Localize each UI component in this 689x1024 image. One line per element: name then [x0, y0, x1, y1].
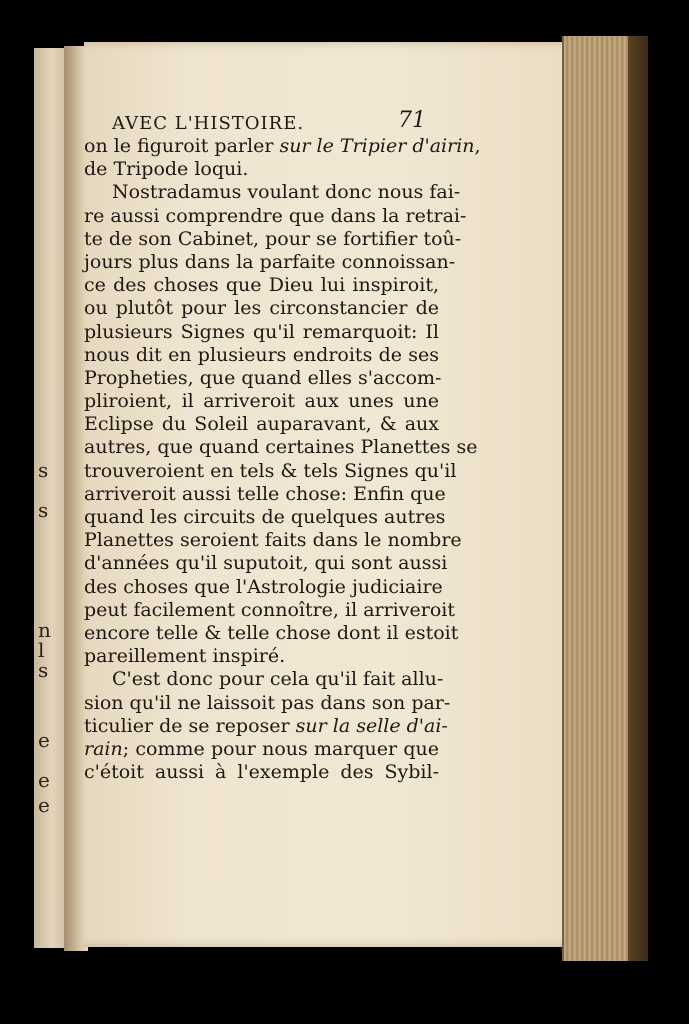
text-line [84, 761, 439, 784]
left-page-strip [34, 48, 65, 948]
body-text [84, 135, 481, 784]
facing-page-letter: e [38, 768, 50, 792]
text-line-tail: ; comme pour nous marquer que [122, 737, 439, 760]
page-edges [562, 36, 648, 961]
facing-page-letter: s [38, 458, 49, 482]
text-line-roman: Eclipse du Soleil auparavant, & aux [84, 413, 439, 436]
text-line-roman: arriveroit aussi telle chose: Enfin que [84, 482, 446, 505]
text-line [84, 181, 461, 204]
text-line [84, 459, 457, 483]
text-line [84, 738, 439, 761]
text-line [84, 274, 439, 297]
text-line [84, 482, 446, 506]
text-line [84, 204, 467, 228]
facing-page-letter: e [38, 728, 50, 752]
text-line [84, 552, 448, 575]
text-line-roman: nous dit en plusieurs endroits de ses [84, 343, 439, 366]
text-line-roman: encore telle & telle chose dont il estoit [84, 621, 459, 644]
text-line-roman: plusieurs Signes qu'il remarquoit: Il [84, 320, 439, 343]
text-line [84, 366, 442, 390]
text-line [84, 714, 448, 738]
facing-page-letter: s [38, 658, 49, 682]
text-line [84, 321, 439, 344]
text-line-roman: ou plutôt pour les circonstancier de [84, 297, 439, 320]
text-line [84, 575, 443, 599]
text-line [84, 529, 462, 552]
text-line [84, 344, 439, 367]
text-line-roman: Propheties, que quand elles s'accom- [84, 366, 442, 389]
page-number: 71 [398, 108, 426, 133]
text-line-roman: Planettes seroient faits dans le nombre [84, 529, 462, 552]
text-line-roman: ce des choses que Dieu lui inspiroit, [84, 274, 439, 297]
text-line [84, 621, 459, 645]
text-line [84, 135, 481, 158]
facing-page-letter: n [38, 618, 51, 642]
text-line-roman: ticulier de se reposer [84, 714, 296, 737]
running-head: AVEC L'HISTOIRE. [112, 113, 305, 134]
text-line [84, 158, 439, 181]
text-line [84, 227, 462, 251]
text-line-roman: peut facilement connoître, il arriveroit [84, 598, 455, 621]
text-line-roman: sion qu'il ne laissoit pas dans son par- [84, 691, 451, 714]
text-line [84, 297, 439, 320]
text-line [84, 598, 455, 622]
text-line-roman: des choses que l'Astrologie judiciaire [84, 575, 443, 598]
text-line-roman: pareillement inspiré. [84, 645, 286, 668]
text-line-tail: , [474, 135, 481, 157]
text-line-italic: sur le Tripier d'airin [279, 135, 475, 157]
text-line-italic: sur la selle d'ai- [295, 714, 448, 737]
text-line-roman: on le figuroit parler [84, 135, 280, 157]
facing-page-letter: s [38, 498, 49, 522]
book-cover-edge [628, 36, 648, 961]
text-line-roman: C'est donc pour cela qu'il fait allu- [112, 668, 444, 691]
text-line [84, 691, 451, 715]
text-line-italic: rain [84, 737, 123, 760]
text-line-roman: jours plus dans la parfaite connoissan- [84, 250, 456, 273]
text-line-roman: autres, que quand certaines Planettes se [84, 436, 478, 459]
text-line [84, 645, 439, 668]
text-line-roman: re aussi comprendre que dans la retrai- [84, 204, 467, 227]
text-line-roman: trouveroient en tels & tels Signes qu'il [84, 459, 457, 482]
text-line-roman: de Tripode loqui. [84, 158, 249, 181]
text-line-roman: c'étoit aussi à l'exemple des Sybil- [84, 761, 439, 784]
facing-page-letter: e [38, 793, 50, 817]
text-line [84, 390, 439, 413]
text-line-roman: quand les circuits de quelques autres [84, 506, 446, 528]
text-line [84, 506, 446, 529]
text-line-roman: Nostradamus voulant donc nous fai- [112, 181, 461, 204]
text-line-roman: pliroient, il arriveroit aux unes une [84, 390, 439, 413]
text-line [84, 668, 444, 691]
text-line [84, 413, 439, 436]
text-line-roman: te de son Cabinet, pour se fortifier toû- [84, 227, 462, 250]
facing-page-letter: l [38, 638, 45, 662]
text-line [84, 250, 456, 274]
text-line-roman: d'années qu'il suputoit, qui sont aussi [84, 552, 448, 575]
text-line [84, 436, 478, 459]
